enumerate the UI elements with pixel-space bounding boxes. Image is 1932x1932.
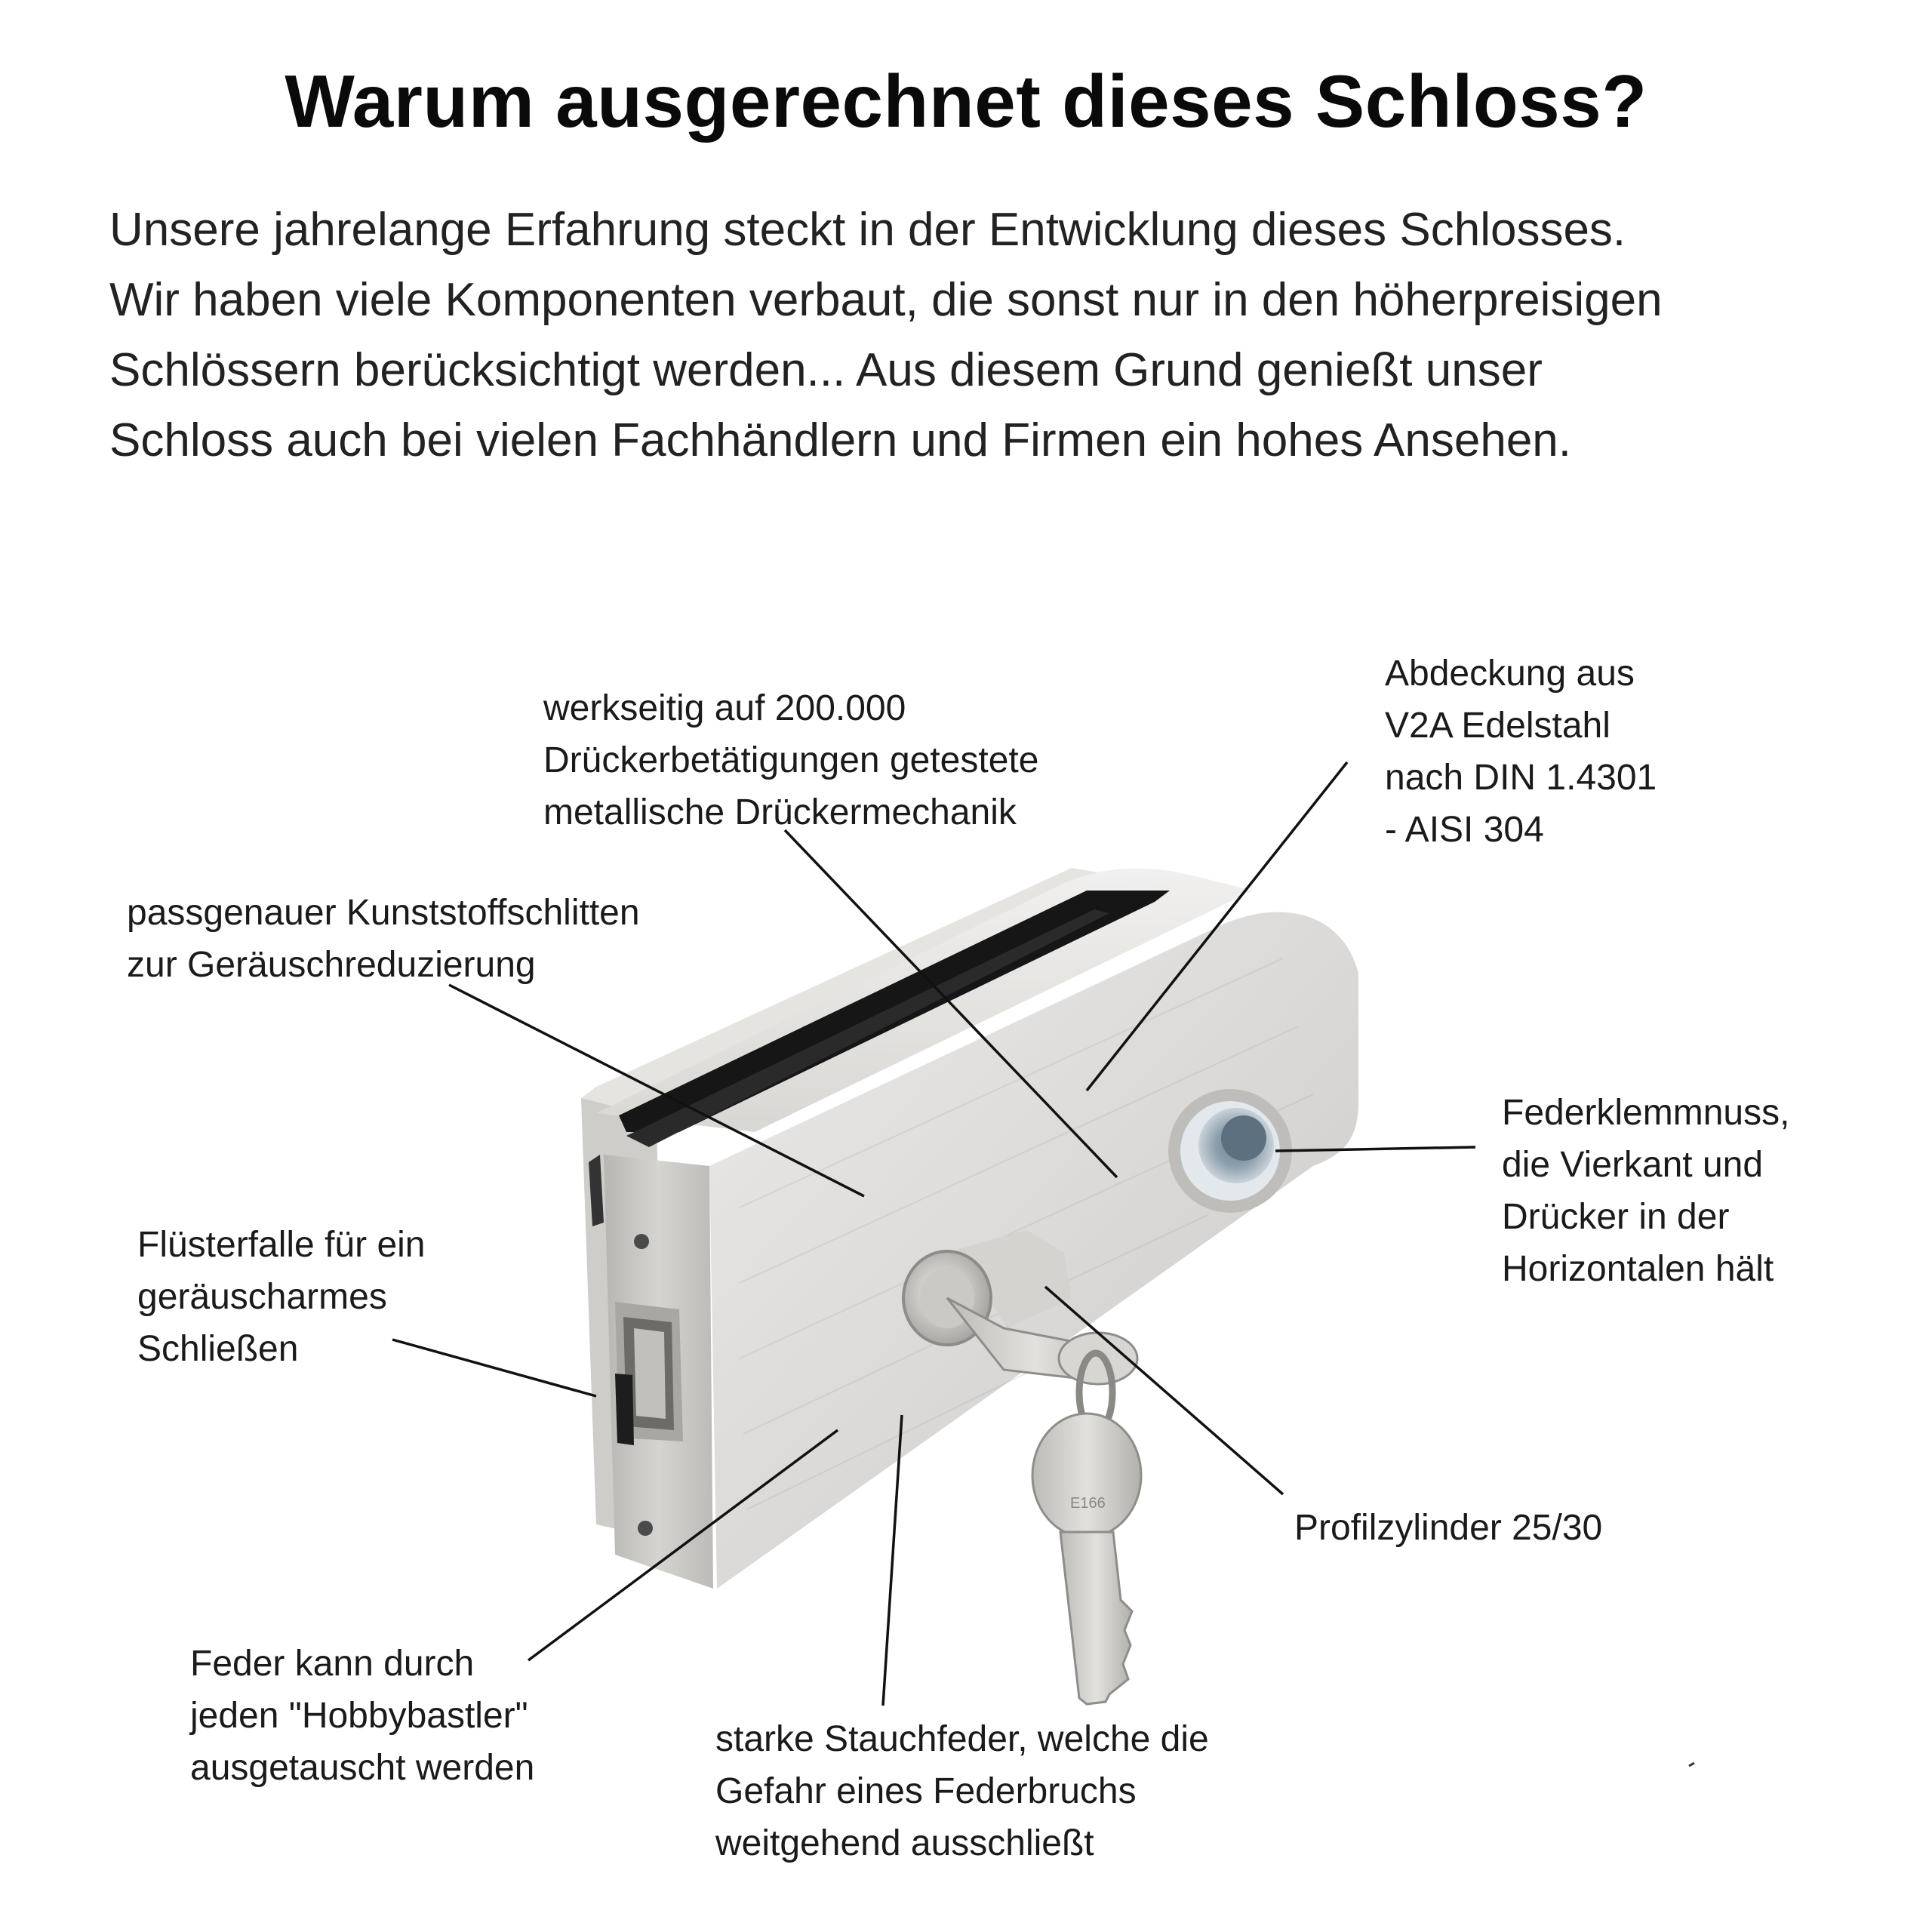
screw-bottom — [638, 1521, 653, 1536]
callout-feder — [190, 1638, 534, 1794]
callout-line: werkseitig auf 200.000 — [543, 688, 906, 728]
stray-mark — [1689, 1763, 1694, 1766]
intro-line: Unsere jahrelange Erfahrung steckt in der Entwicklung dieses Schlosses. — [109, 204, 1626, 256]
callout-line: Drücker in der — [1502, 1197, 1730, 1237]
callout-line: V2A Edelstahl — [1385, 706, 1611, 746]
callout-line: Federklemmnuss, — [1502, 1093, 1790, 1133]
callout-line: geräuscharmes — [137, 1277, 387, 1317]
screw-top — [634, 1234, 649, 1249]
intro-line: Wir haben viele Komponenten verbaut, die sonst nur in den höherpreisigen — [109, 274, 1663, 326]
callout-line: metallische Drückermechanik — [543, 792, 1017, 832]
callout-abdeckung — [1385, 648, 1657, 856]
callout-line: zur Geräuschreduzierung — [127, 945, 536, 985]
callout-line: Drückerbetätigungen getestete — [543, 740, 1039, 780]
callout-line: weitgehend ausschließt — [715, 1823, 1094, 1863]
callout-line: die Vierkant und — [1502, 1145, 1764, 1185]
callout-klemmnuss — [1502, 1087, 1789, 1295]
callout-line: passgenauer Kunststoffschlitten — [127, 893, 640, 933]
callout-mechanik — [543, 682, 1038, 838]
callout-line: Schließen — [137, 1329, 299, 1369]
callout-stauchfeder — [715, 1713, 1209, 1869]
callout-line: Profilzylinder 25/30 — [1294, 1508, 1603, 1548]
callout-line: nach DIN 1.4301 — [1385, 758, 1657, 798]
spring-nut — [1168, 1089, 1292, 1213]
callout-line: starke Stauchfeder, welche die — [715, 1719, 1209, 1759]
page-title: Warum ausgerechnet dieses Schloss? — [285, 60, 1647, 143]
callout-line: - AISI 304 — [1385, 810, 1544, 850]
intro-line: Schloss auch bei vielen Fachhändlern und Firmen ein hohes Ansehen. — [109, 414, 1572, 466]
intro-paragraph — [109, 195, 1875, 475]
callout-line: ausgetauscht werden — [190, 1748, 535, 1788]
latch-bolt — [615, 1302, 683, 1445]
callout-line: jeden "Hobbybastler" — [190, 1696, 528, 1736]
callout-line: Flüsterfalle für ein — [137, 1225, 426, 1265]
callout-line: Gefahr eines Federbruchs — [715, 1771, 1137, 1811]
callout-line: Horizontalen hält — [1502, 1249, 1774, 1289]
callout-zylinder — [1294, 1502, 1602, 1554]
callout-schlitten — [127, 887, 640, 991]
callout-fluesterfalle — [137, 1219, 426, 1375]
key-stamp: E166 — [1070, 1495, 1106, 1512]
callout-line: Feder kann durch — [190, 1644, 475, 1684]
callout-line: Abdeckung aus — [1385, 654, 1635, 694]
intro-line: Schlössern berücksichtigt werden... Aus diesem Grund genießt unser — [109, 344, 1543, 396]
